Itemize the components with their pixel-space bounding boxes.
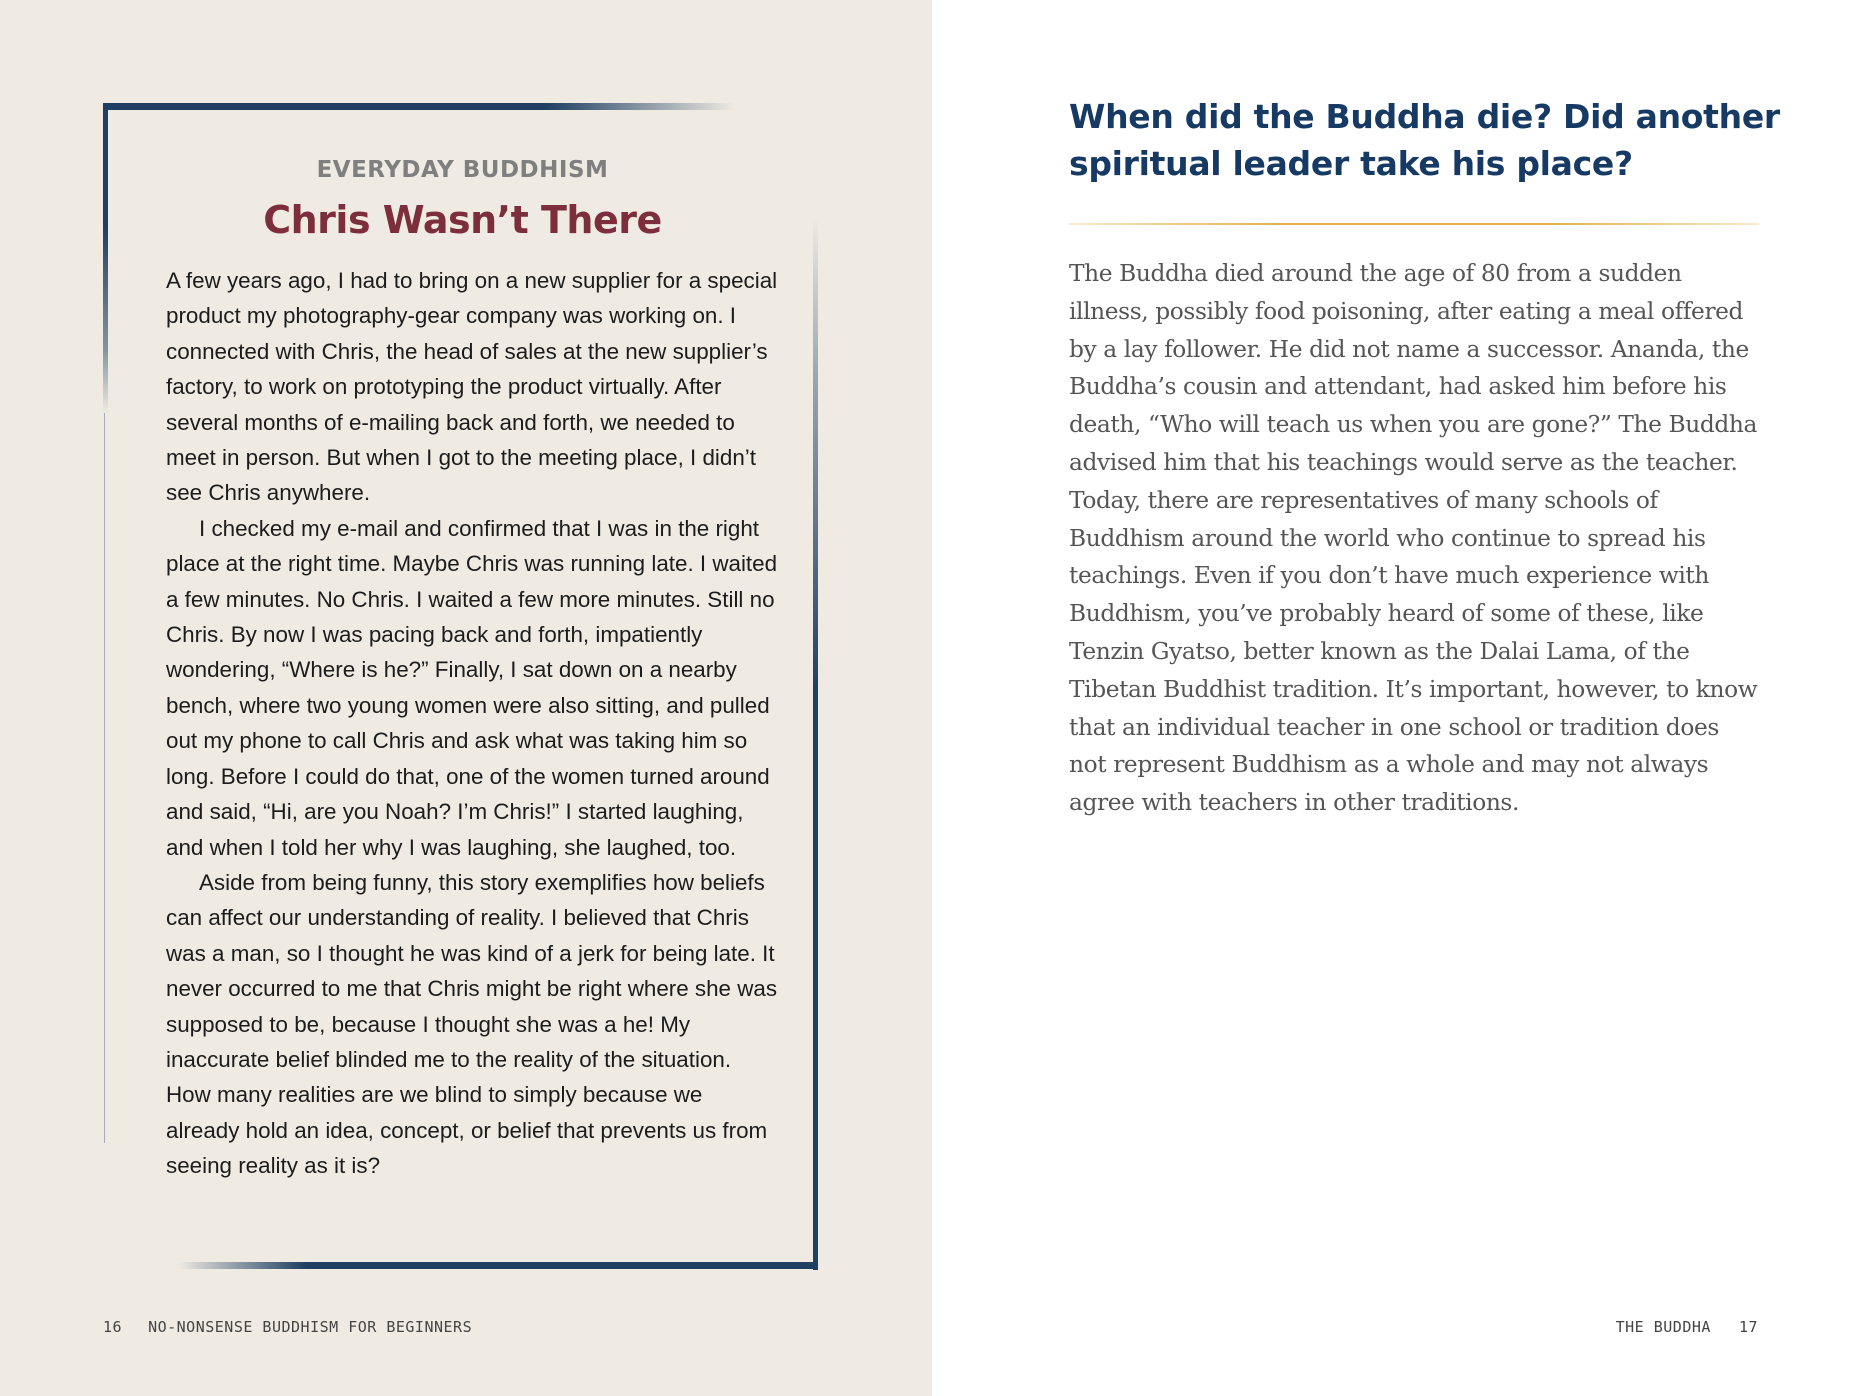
left-footer — [103, 1318, 472, 1336]
sidebar-paragraph: A few years ago, I had to bring on a new supplier for a special product my photography-gear company was working on. I connected with Chris, the head of sales at the new supplier’s factory, to work on prototyping the product virtually. After several months of e-mailing back and forth, we needed to meet in person. But when I got to the meeting place, I didn’t see Chris anywhere. — [166, 268, 778, 506]
sidebar-title: Chris Wasn’t There — [263, 198, 662, 242]
answer-paragraph: The Buddha died around the age of 80 from a sudden illness, possibly food poisoning, after eating a meal offered by a lay follower. He did not name a successor. Ananda, the Buddha’s cousin and attendant, had asked him before his death, “Who will teach us when you are gone?” The Buddha advised him that his teachings would serve as the teacher. Today, there are representatives of many schools of Buddhism around the world who continue to spread his teachings. Even if you don’t have much experience with Buddhism, you’ve probably heard of some of these, like Tenzin Gyatso, better known as the Dalai Lama, of the Tibetan Buddhist tradition. It’s important, however, to know that an individual teacher in one school or tradition does not represent Buddhism as a whole and may not always agree with teachers in other traditions. — [1069, 260, 1758, 817]
running-head-left: NO-NONSENSE BUDDHISM FOR BEGINNERS — [148, 1318, 473, 1336]
sidebar-frame-bottom — [178, 1262, 818, 1269]
page-number-left: 16 — [103, 1318, 123, 1336]
right-footer — [1616, 1318, 1758, 1336]
page-number-right: 17 — [1738, 1318, 1758, 1336]
sidebar-paragraph: Aside from being funny, this story exemplifies how beliefs can affect our understanding of reality. I believed that Chris was a man, so I thought he was kind of a jerk for being late. It never occurred to me that Chris might be right where she was supposed to be, because I thought she was a he! My inaccurate belief blinded me to the reality of the situation. How many realities are we blind to simply because we already hold an idea, concept, or belief that prevents us from seeing reality as it is? — [166, 869, 778, 1179]
question-heading: When did the Buddha die? Did another spiritual leader take his place? — [1069, 97, 1780, 183]
sidebar-frame-left — [103, 103, 108, 413]
running-head-right: THE BUDDHA — [1615, 1318, 1711, 1336]
sidebar-kicker: EVERYDAY BUDDHISM — [316, 157, 609, 183]
sidebar-frame-top — [103, 103, 735, 110]
sidebar-frame-right — [813, 218, 818, 1270]
heading-rule — [1069, 223, 1759, 225]
sidebar-paragraph: I checked my e-mail and confirmed that I was in the right place at the right time. Maybe Chris was running late. I waited a few minutes. No Chris. I waited a few more minutes. Still no Chris. By now I was pacing back and forth, impatiently wondering, “Where is he?” Finally, I sat down on a nearby bench, where two young women were also sitting, and pulled out my phone to call Chris and ask what was taking him so long. Before I could do that, one of the women turned around and said, “Hi, are you Noah? I’m Chris!” I started laughing, and when I told her why I was laughing, she laughed, too. — [166, 515, 778, 860]
answer-body — [1069, 255, 1759, 822]
sidebar-frame-left-fade — [104, 413, 105, 1143]
sidebar-body — [166, 263, 778, 1184]
